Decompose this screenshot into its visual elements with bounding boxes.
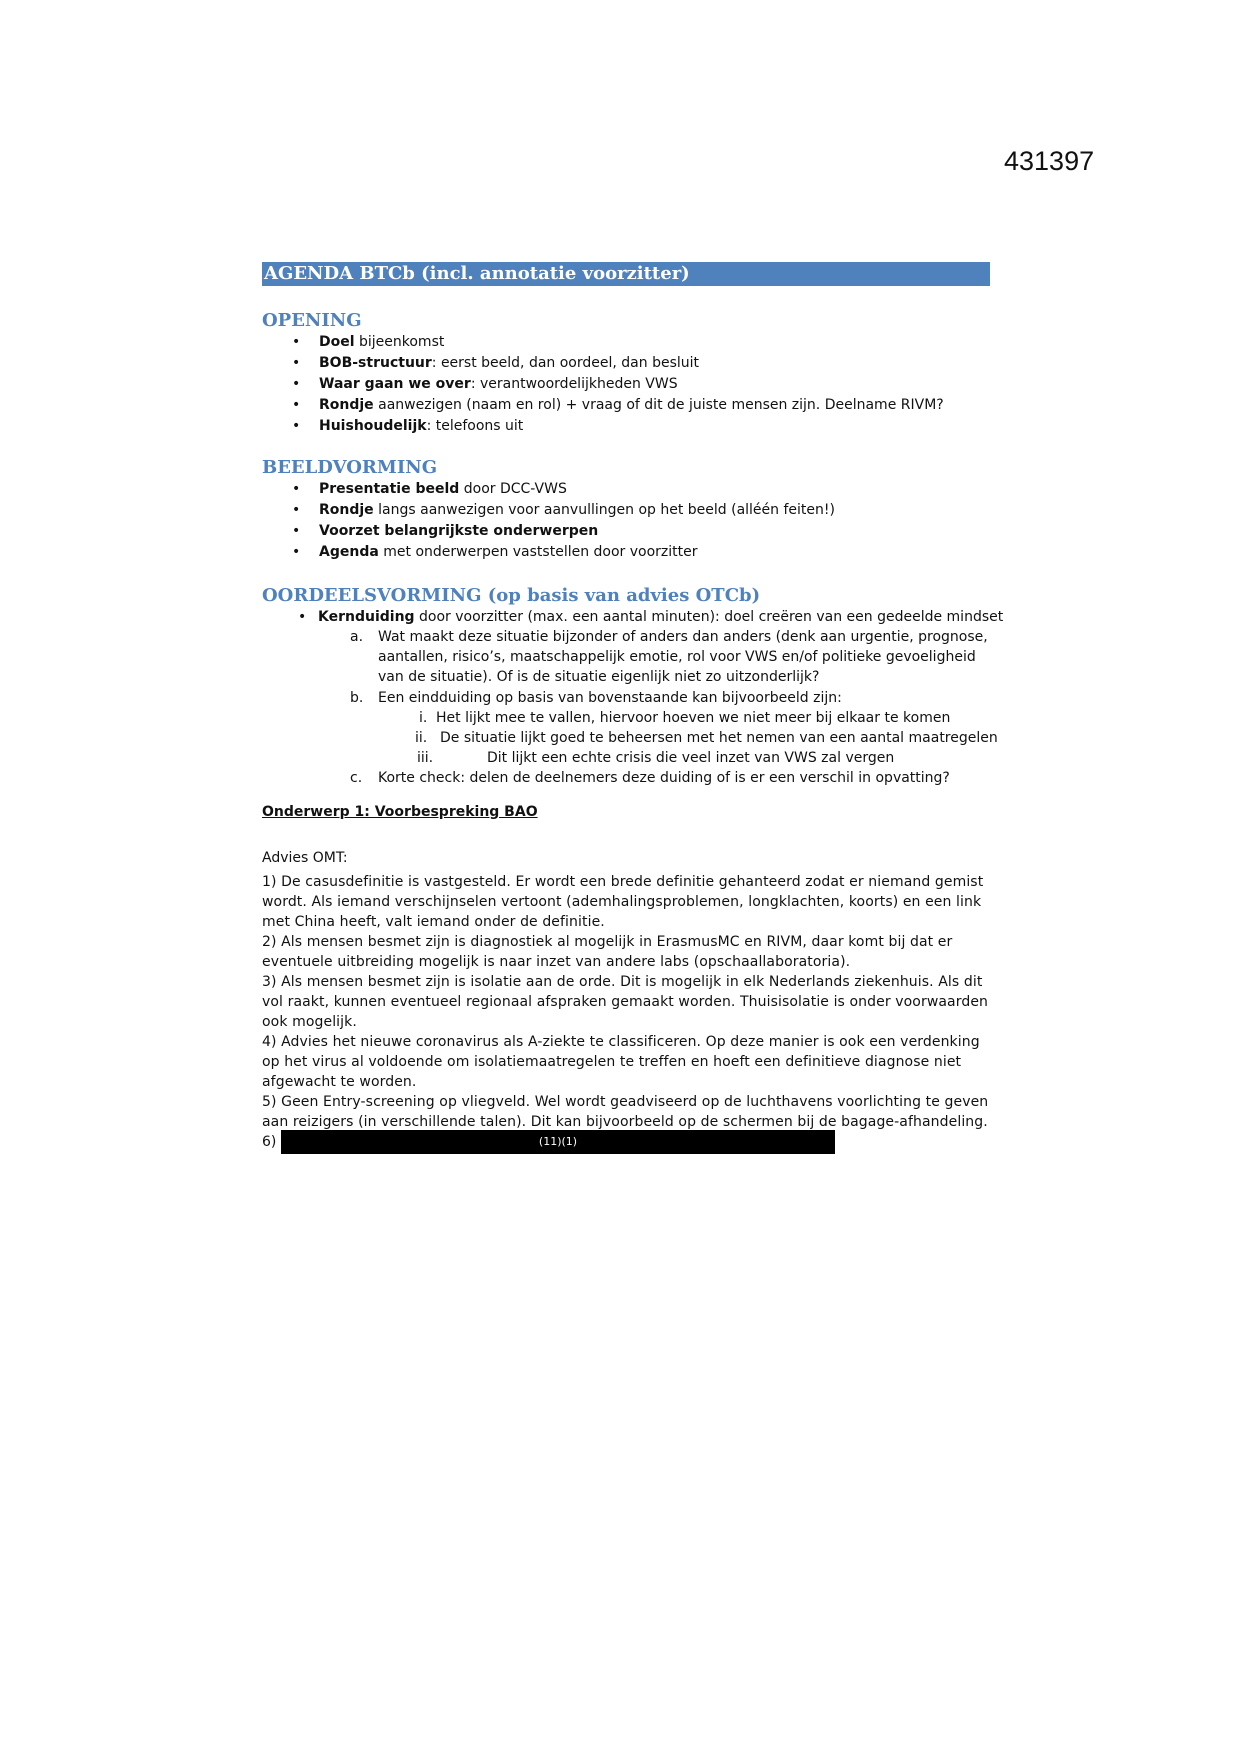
item-6-label: 6) (262, 1134, 277, 1150)
oordeelsvorming-heading: OORDEELSVORMING (op basis van advies OTCb) (262, 585, 761, 606)
bullet-icon: • (292, 334, 301, 350)
agenda-title: AGENDA BTCb (incl. annotatie voorzitter) (262, 262, 990, 286)
advies-heading: Advies OMT: (262, 850, 348, 866)
bullet-icon: • (292, 355, 301, 371)
roman-item: ii. De situatie lijkt goed te beheersen met het nemen van een aantal maatregelen (415, 730, 998, 746)
advies-item-2: 2) Als mensen besmet zijn is diagnostiek al mogelijk in ErasmusMC en RIVM, daar komt bij dat er eventuele uitbreiding mogelijk is naar inzet van andere labs (opschaallaboratoria). (262, 934, 953, 970)
advies-item-4: 4) Advies het nieuwe coronavirus als A-ziekte te classificeren. Op deze manier is ook een verdenking op het virus al voldoende om isolatiemaatregelen te treffen en hoeft een definitieve diagnose niet afgewacht te worden. (262, 1034, 980, 1090)
list-item: • Doel bijeenkomst (262, 332, 990, 353)
list-item: • Rondje aanwezigen (naam en rol) + vraag of dit de juiste mensen zijn. Deelname RIVM? (262, 395, 990, 416)
opening-list (262, 332, 990, 437)
list-item: • Rondje langs aanwezigen voor aanvullingen op het beeld (alléén feiten!) (262, 500, 990, 521)
beeldvorming-heading: BEELDVORMING (262, 457, 438, 478)
agenda-document (262, 262, 1004, 1156)
roman-item: i. Het lijkt mee te vallen, hiervoor hoeven we niet meer bij elkaar te komen (419, 710, 951, 726)
redaction-code: (11)(1) (538, 1135, 578, 1148)
advies-item-6 (262, 1132, 990, 1156)
list-item: • Kernduiding door voorzitter (max. een aantal minuten): doel creëren van een gedeelde mindset (298, 609, 1004, 625)
bullet-icon: • (292, 481, 301, 497)
roman-item: iii. Dit lijkt een echte crisis die veel inzet van VWS zal vergen (417, 750, 895, 766)
redaction-bar (281, 1130, 835, 1154)
list-item: • Huishoudelijk: telefoons uit (262, 416, 990, 437)
bullet-icon: • (292, 544, 301, 560)
bullet-icon: • (292, 523, 301, 539)
opening-heading: OPENING (262, 310, 362, 331)
oordeelsvorming-section (262, 585, 1004, 788)
list-item: • Presentatie beeld door DCC-VWS (262, 479, 990, 500)
advies-item-5: 5) Geen Entry-screening op vliegveld. Wel wordt geadviseerd op de luchthavens voorlichting te geven aan reizigers (in verschillende talen). Dit kan bijvoorbeeld op de schermen bij de bagage-afhandeling. (262, 1094, 989, 1130)
list-item: • BOB-structuur: eerst beeld, dan oordeel, dan besluit (262, 353, 990, 374)
sub-item-a: a. Wat maakt deze situatie bijzonder of anders dan anders (denk aan urgentie, prognose, aantallen, risico’s, maatschappelijk emotie, rol voor VWS en/of politieke gevoeligheid van de situatie). Of is de situatie eigenlijk niet zo uitzonderlijk? (350, 629, 988, 685)
advies-item-1: 1) De casusdefinitie is vastgesteld. Er wordt een brede definitie gehanteerd zodat er niemand gemist wordt. Als iemand verschijnselen vertoont (ademhalingsproblemen, longklachten, koorts) en een link met China heeft, valt iemand onder de definitie. (262, 874, 984, 930)
list-item: • Waar gaan we over: verantwoordelijkheden VWS (262, 374, 990, 395)
beeldvorming-list (262, 479, 990, 563)
bullet-icon: • (292, 502, 301, 518)
document-number: 431397 (1004, 146, 1095, 176)
advies-omt-section (262, 848, 990, 1156)
list-item: • Agenda met onderwerpen vaststellen door voorzitter (262, 542, 990, 563)
sub-item-c: c. Korte check: delen de deelnemers deze duiding of is er een verschil in opvatting? (350, 770, 950, 786)
opening-section (262, 310, 990, 437)
bullet-icon: • (298, 609, 307, 625)
bullet-icon: • (292, 397, 301, 413)
advies-item-3: 3) Als mensen besmet zijn is isolatie aan de orde. Dit is mogelijk in elk Nederlands ziekenhuis. Als dit vol raakt, kunnen eventueel regionaal afspraken gemaakt worden. Thuisisolatie is onder voorwaarden ook mogelijk. (262, 974, 989, 1030)
oordeelsvorming-list (262, 607, 1004, 627)
list-item: • Voorzet belangrijkste onderwerpen (262, 521, 990, 542)
bullet-icon: • (292, 418, 301, 434)
sub-item-b: b. Een eindduiding op basis van bovenstaande kan bijvoorbeeld zijn: (350, 690, 842, 706)
onderwerp-1-heading: Onderwerp 1: Voorbespreking BAO (262, 804, 538, 820)
beeldvorming-section (262, 457, 990, 563)
bullet-icon: • (292, 376, 301, 392)
